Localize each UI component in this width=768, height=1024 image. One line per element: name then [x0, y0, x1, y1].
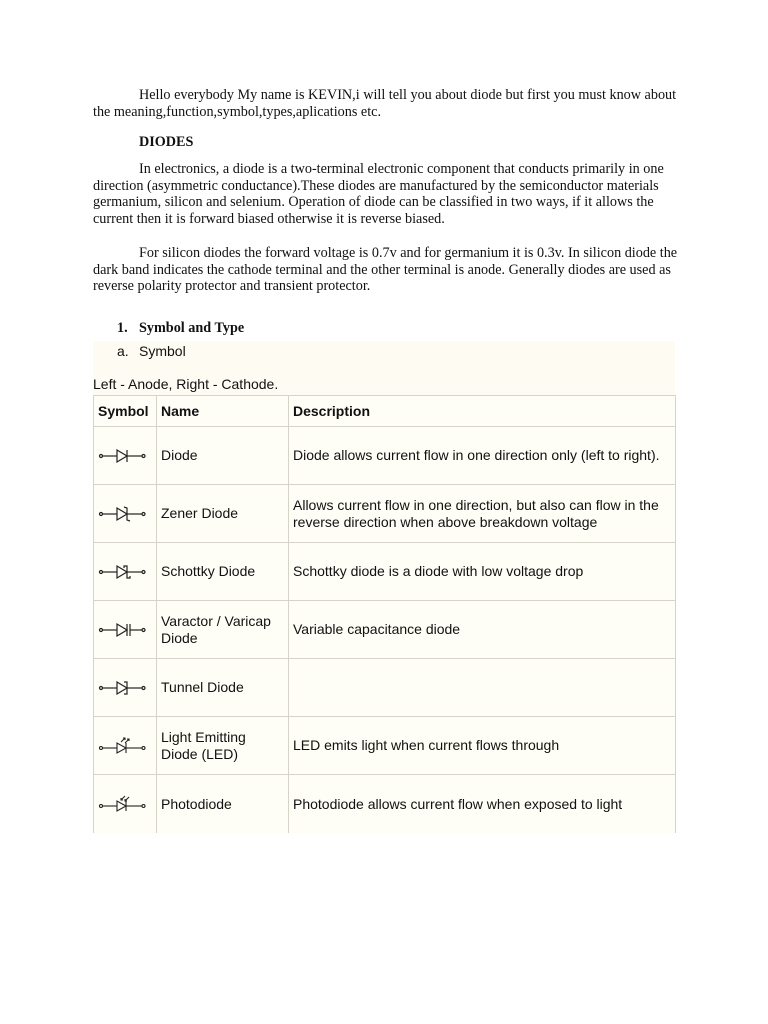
description-cell	[289, 659, 676, 717]
symbol-cell	[94, 427, 157, 485]
name-cell: Zener Diode	[157, 485, 289, 543]
section-heading-diodes: DIODES	[139, 134, 194, 150]
name-cell: Varactor / Varicap Diode	[157, 601, 289, 659]
symbol-cell	[94, 543, 157, 601]
symbol-cell	[94, 775, 157, 834]
name-cell: Photodiode	[157, 775, 289, 834]
header-description: Description	[289, 396, 676, 427]
diode-symbols-table	[93, 395, 676, 833]
tunnel-diode-symbol-icon	[98, 678, 150, 698]
led-symbol-icon	[98, 736, 150, 756]
diode-symbol-icon	[98, 446, 150, 466]
description-cell: Allows current flow in one direction, but also can flow in the reverse direction when above breakdown voltage	[289, 485, 676, 543]
table-row	[94, 427, 676, 485]
description-cell: Photodiode allows current flow when exposed to light	[289, 775, 676, 834]
symbol-cell	[94, 717, 157, 775]
sub-heading-title: Symbol	[139, 343, 186, 359]
body-paragraph-voltage: For silicon diodes the forward voltage is 0.7v and for germanium it is 0.3v. In silicon diode the dark band indicates the cathode terminal and the other terminal is anode. Generally diodes are used as reverse polarity protector and transient protector.	[93, 245, 678, 295]
sub-heading	[117, 343, 186, 359]
header-name: Name	[157, 396, 289, 427]
symbol-cell	[94, 485, 157, 543]
table-row	[94, 659, 676, 717]
description-cell: Variable capacitance diode	[289, 601, 676, 659]
table-header-row	[94, 396, 676, 427]
table-row	[94, 543, 676, 601]
schottky-diode-symbol-icon	[98, 562, 150, 582]
table-row	[94, 601, 676, 659]
symbol-cell	[94, 601, 157, 659]
table-row	[94, 485, 676, 543]
zener-diode-symbol-icon	[98, 504, 150, 524]
name-cell: Light Emitting Diode (LED)	[157, 717, 289, 775]
table-row	[94, 775, 676, 834]
numbered-heading-title: Symbol and Type	[139, 320, 245, 336]
name-cell: Diode	[157, 427, 289, 485]
name-cell: Schottky Diode	[157, 543, 289, 601]
header-symbol: Symbol	[94, 396, 157, 427]
numbered-heading-number: 1.	[117, 320, 128, 336]
name-cell: Tunnel Diode	[157, 659, 289, 717]
description-cell: LED emits light when current flows through	[289, 717, 676, 775]
symbol-cell	[94, 659, 157, 717]
numbered-heading	[117, 320, 244, 337]
table-row	[94, 717, 676, 775]
description-cell: Diode allows current flow in one direction only (left to right).	[289, 427, 676, 485]
body-paragraph-definition: In electronics, a diode is a two-terminal electronic component that conducts primarily in one direction (asymmetric conductance).These diodes are manufactured by the semiconductor materials germanium, silicon and selenium. Operation of diode can be classified in two ways, if it allows the current then it is forward biased otherwise it is reverse biased.	[93, 161, 664, 227]
varactor-diode-symbol-icon	[98, 620, 150, 640]
sub-heading-letter: a.	[117, 343, 129, 359]
table-caption: Left - Anode, Right - Cathode.	[93, 376, 279, 392]
description-cell: Schottky diode is a diode with low voltage drop	[289, 543, 676, 601]
photodiode-symbol-icon	[98, 794, 150, 814]
intro-paragraph: Hello everybody My name is KEVIN,i will tell you about diode but first you must know about the meaning,function,symbol,types,aplications etc.	[93, 87, 677, 120]
